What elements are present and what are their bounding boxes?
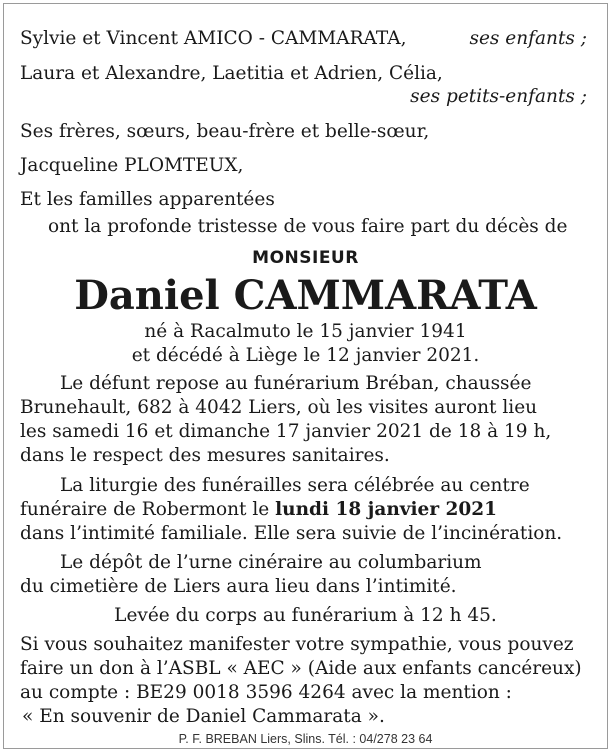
liturgy-line-2 (20, 499, 497, 521)
grandchildren-label: ses petits-enfants ; (410, 86, 587, 107)
rest-line-3: les samedi 16 et dimanche 17 janvier 2021 de 18 à 19 h, (20, 421, 552, 442)
children-names: Sylvie et Vincent AMICO - CAMMARATA, (20, 28, 407, 49)
urn-line-1: Le dépôt de l’urne cinéraire au columbarium (60, 552, 482, 573)
relatives-line: Et les familles apparentées (20, 189, 275, 210)
levee-line: Levée du corps au funérarium à 12 h 45. (114, 605, 497, 626)
rest-line-4: dans le respect des mesures sanitaires. (20, 445, 390, 466)
liturgy-date: lundi 18 janvier 2021 (275, 499, 497, 520)
death-line: et décédé à Liège le 12 janvier 2021. (131, 345, 480, 366)
rest-line-1: Le défunt repose au funérarium Bréban, chaussée (60, 373, 532, 394)
partner-line: Jacqueline PLOMTEUX, (20, 155, 244, 176)
obituary-notice (3, 3, 608, 749)
deceased-name: Daniel CAMMARATA (74, 272, 537, 319)
liturgy-line-3: dans l’intimité familiale. Elle sera suivie de l’incinération. (20, 523, 563, 544)
donation-line-4: « En souvenir de Daniel Cammarata ». (22, 706, 385, 727)
donation-line-2: faire un don à l’ASBL « AEC » (Aide aux enfants cancéreux) (20, 658, 582, 679)
birth-line: né à Racalmuto le 15 janvier 1941 (144, 321, 467, 342)
funeral-home-footer: P. F. BREBAN Liers, Slins. Tél. : 04/278 23 64 (178, 732, 433, 746)
liturgy-line-1: La liturgie des funérailles sera célébrée au centre (60, 475, 530, 496)
honorific: MONSIEUR (252, 248, 359, 268)
urn-line-2: du cimetière de Liers aura lieu dans l’intimité. (20, 576, 457, 597)
donation-line-1: Si vous souhaitez manifester votre sympathie, vous pouvez (20, 634, 574, 655)
announcement-line: ont la profonde tristesse de vous faire part du décès de (48, 216, 568, 237)
children-label: ses enfants ; (469, 28, 587, 49)
donation-line-3: au compte : BE29 0018 3596 4264 avec la mention : (20, 682, 512, 703)
rest-line-2: Brunehault, 682 à 4042 Liers, où les visites auront lieu (20, 397, 538, 418)
grandchildren-names: Laura et Alexandre, Laetitia et Adrien, Célia, (20, 63, 443, 84)
liturgy-line-2-text: funéraire de Robermont le (20, 499, 276, 520)
siblings-line: Ses frères, sœurs, beau-frère et belle-sœur, (20, 121, 430, 142)
